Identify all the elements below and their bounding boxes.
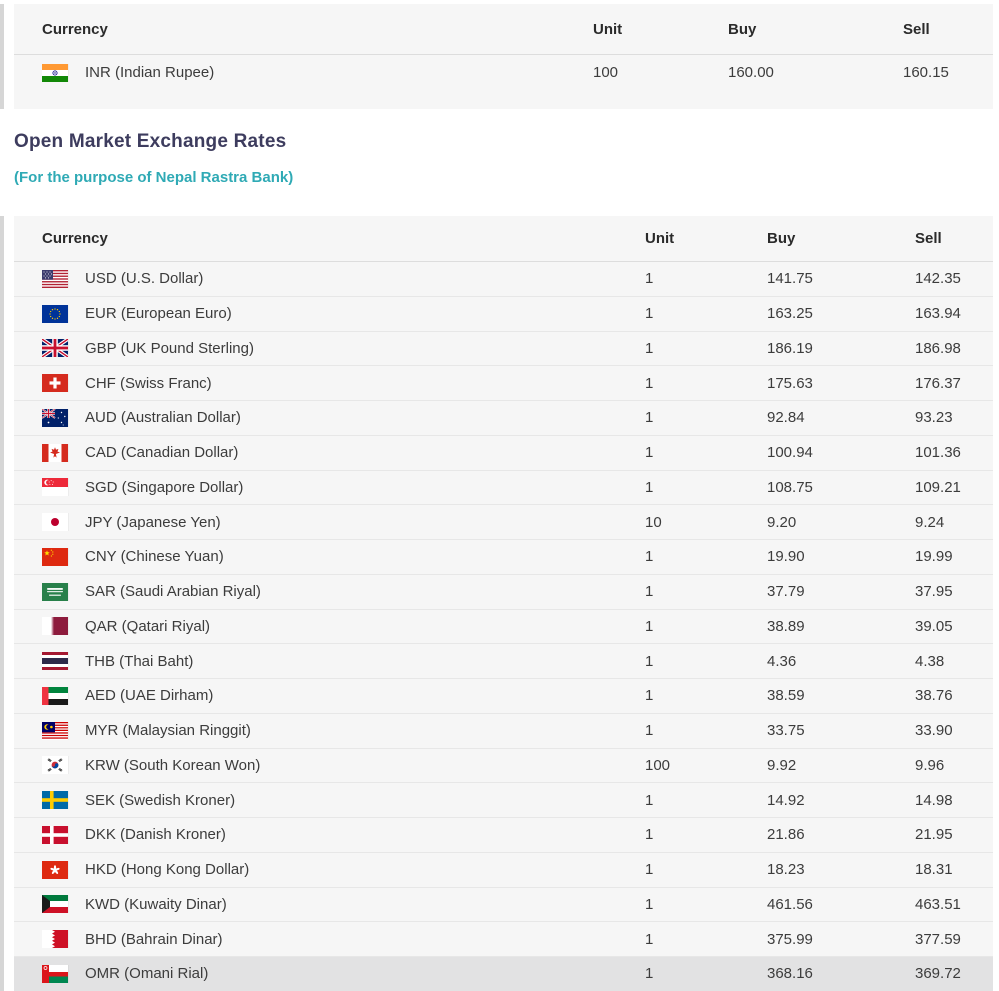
currency-label: JPY (Japanese Yen): [85, 513, 221, 531]
currency-label: QAR (Qatari Riyal): [85, 617, 211, 635]
currency-cell: [42, 687, 645, 705]
unit-value: 1: [645, 617, 654, 635]
column-header-unit: Unit: [645, 230, 675, 247]
currency-label: KWD (Kuwaity Dinar): [85, 895, 227, 913]
sell-value: 163.94: [915, 305, 961, 323]
buy-value: 21.86: [767, 826, 805, 844]
sg-flag-icon: [42, 478, 68, 496]
unit-value: 1: [645, 687, 654, 705]
currency-cell: [42, 513, 645, 531]
kr-flag-icon: [42, 756, 68, 774]
buy-value: 163.25: [767, 305, 813, 323]
table-row[interactable]: [14, 888, 993, 923]
currency-label: HKD (Hong Kong Dollar): [85, 861, 250, 879]
sell-value: 101.36: [915, 444, 961, 462]
column-header-buy: Buy: [728, 20, 757, 38]
table-row[interactable]: [14, 714, 993, 749]
table-row[interactable]: [14, 818, 993, 853]
currency-cell: [42, 965, 645, 983]
unit-value: 1: [645, 652, 654, 670]
table-row[interactable]: [14, 575, 993, 610]
currency-label: THB (Thai Baht): [85, 652, 194, 670]
currency-label: EUR (European Euro): [85, 305, 232, 323]
unit-value: 10: [645, 513, 662, 531]
unit-value: 100: [645, 756, 671, 774]
unit-value: 1: [645, 374, 654, 392]
table-row[interactable]: [14, 749, 993, 784]
currency-cell: [42, 374, 645, 392]
dk-flag-icon: [42, 826, 68, 844]
currency-cell: [42, 339, 645, 357]
table-header-row: [14, 216, 993, 262]
sell-value: 21.95: [915, 826, 953, 844]
currency-label: CNY (Chinese Yuan): [85, 548, 224, 566]
page-title: Open Market Exchange Rates: [14, 131, 287, 152]
column-header-unit: Unit: [593, 20, 623, 38]
buy-value: 375.99: [767, 930, 813, 948]
table-row[interactable]: [14, 332, 993, 367]
currency-label: AUD (Australian Dollar): [85, 409, 241, 427]
se-flag-icon: [42, 791, 68, 809]
currency-cell: [42, 548, 645, 566]
currency-label: SEK (Swedish Kroner): [85, 791, 236, 809]
table-row[interactable]: [14, 262, 993, 297]
currency-cell: [42, 826, 645, 844]
eu-flag-icon: [42, 305, 68, 323]
table-row[interactable]: [14, 922, 993, 957]
unit-value: 1: [645, 583, 654, 601]
in-flag-icon: [42, 64, 68, 82]
currency-cell: [42, 583, 645, 601]
buy-value: 461.56: [767, 895, 813, 913]
currency-label: USD (U.S. Dollar): [85, 270, 204, 288]
buy-value: 38.89: [767, 617, 805, 635]
sell-value: 93.23: [915, 409, 953, 427]
table-row[interactable]: [14, 297, 993, 332]
currency-cell: [42, 652, 645, 670]
currency-label: SGD (Singapore Dollar): [85, 478, 244, 496]
currency-cell: [42, 930, 645, 948]
sell-value: 176.37: [915, 374, 961, 392]
sell-value: 38.76: [915, 687, 953, 705]
sell-value: 186.98: [915, 339, 961, 357]
cn-flag-icon: [42, 548, 68, 566]
currency-label: GBP (UK Pound Sterling): [85, 339, 254, 357]
column-header-sell: Sell: [903, 20, 930, 38]
jp-flag-icon: [42, 513, 68, 531]
unit-value: 1: [645, 478, 654, 496]
buy-value: 9.20: [767, 513, 797, 531]
sell-value: 19.99: [915, 548, 953, 566]
buy-value: 186.19: [767, 339, 813, 357]
currency-cell: [42, 444, 645, 462]
table-header-row: [14, 4, 993, 55]
open-market-rate-table: [14, 216, 993, 991]
buy-value: 19.90: [767, 548, 805, 566]
table-row[interactable]: [14, 471, 993, 506]
au-flag-icon: [42, 409, 68, 427]
currency-label: AED (UAE Dirham): [85, 687, 214, 705]
column-header-buy: Buy: [767, 230, 796, 247]
table-row[interactable]: [14, 401, 993, 436]
sell-value: 9.24: [915, 513, 945, 531]
currency-label: SAR (Saudi Arabian Riyal): [85, 583, 261, 601]
buy-value: 141.75: [767, 270, 813, 288]
sell-value: 463.51: [915, 895, 961, 913]
sell-value: 18.31: [915, 861, 953, 879]
table-row[interactable]: [14, 853, 993, 888]
unit-value: 100: [593, 64, 619, 81]
unit-value: 1: [645, 444, 654, 462]
currency-cell: [42, 861, 645, 879]
left-edge-strip: [0, 216, 4, 991]
currency-cell: [42, 791, 645, 809]
buy-value: 4.36: [767, 652, 797, 670]
buy-value: 37.79: [767, 583, 805, 601]
inr-rate-table: [14, 4, 993, 109]
currency-cell: [42, 722, 645, 740]
left-edge-strip: [0, 4, 4, 109]
buy-value: 92.84: [767, 409, 805, 427]
kw-flag-icon: [42, 895, 68, 913]
currency-cell: [42, 270, 645, 288]
unit-value: 1: [645, 339, 654, 357]
unit-value: 1: [645, 791, 654, 809]
qa-flag-icon: [42, 617, 68, 635]
currency-label: KRW (South Korean Won): [85, 756, 261, 774]
buy-value: 108.75: [767, 478, 813, 496]
currency-cell: [42, 478, 645, 496]
ca-flag-icon: [42, 444, 68, 462]
us-flag-icon: [42, 270, 68, 288]
unit-value: 1: [645, 409, 654, 427]
page-subtitle: (For the purpose of Nepal Rastra Bank): [14, 169, 294, 186]
sell-value: 377.59: [915, 930, 961, 948]
sell-value: 160.15: [903, 64, 949, 81]
unit-value: 1: [645, 826, 654, 844]
table-row[interactable]: [14, 644, 993, 679]
currency-cell: [42, 895, 645, 913]
currency-label: DKK (Danish Kroner): [85, 826, 226, 844]
th-flag-icon: [42, 652, 68, 670]
table-row[interactable]: [14, 957, 993, 991]
om-flag-icon: [42, 965, 68, 983]
unit-value: 1: [645, 930, 654, 948]
currency-label: INR (Indian Rupee): [85, 64, 215, 81]
sell-value: 9.96: [915, 756, 945, 774]
currency-cell: [42, 305, 645, 323]
table-row[interactable]: [14, 505, 993, 540]
unit-value: 1: [645, 861, 654, 879]
table-row[interactable]: [14, 436, 993, 471]
sell-value: 369.72: [915, 965, 961, 983]
buy-value: 368.16: [767, 965, 813, 983]
sell-value: 33.90: [915, 722, 953, 740]
ae-flag-icon: [42, 687, 68, 705]
unit-value: 1: [645, 965, 654, 983]
column-header-currency: Currency: [42, 230, 108, 247]
buy-value: 9.92: [767, 756, 797, 774]
table-row[interactable]: [14, 540, 993, 575]
hk-flag-icon: [42, 861, 68, 879]
buy-value: 175.63: [767, 374, 813, 392]
buy-value: 33.75: [767, 722, 805, 740]
buy-value: 18.23: [767, 861, 805, 879]
sell-value: 39.05: [915, 617, 953, 635]
unit-value: 1: [645, 548, 654, 566]
my-flag-icon: [42, 722, 68, 740]
currency-cell: [42, 64, 593, 82]
sell-value: 37.95: [915, 583, 953, 601]
currency-label: BHD (Bahrain Dinar): [85, 930, 223, 948]
unit-value: 1: [645, 270, 654, 288]
column-header-sell: Sell: [915, 230, 942, 247]
sell-value: 109.21: [915, 478, 961, 496]
table-row[interactable]: [14, 679, 993, 714]
table-row[interactable]: [14, 610, 993, 645]
sell-value: 142.35: [915, 270, 961, 288]
table-row[interactable]: [14, 366, 993, 401]
buy-value: 160.00: [728, 64, 774, 81]
sell-value: 4.38: [915, 652, 945, 670]
buy-value: 14.92: [767, 791, 805, 809]
bh-flag-icon: [42, 930, 68, 948]
currency-label: CHF (Swiss Franc): [85, 374, 212, 392]
buy-value: 38.59: [767, 687, 805, 705]
table-row[interactable]: [14, 783, 993, 818]
currency-label: MYR (Malaysian Ringgit): [85, 722, 251, 740]
unit-value: 1: [645, 895, 654, 913]
buy-value: 100.94: [767, 444, 813, 462]
gb-flag-icon: [42, 339, 68, 357]
currency-cell: [42, 756, 645, 774]
currency-label: OMR (Omani Rial): [85, 965, 209, 983]
currency-label: CAD (Canadian Dollar): [85, 444, 239, 462]
unit-value: 1: [645, 305, 654, 323]
currency-cell: [42, 409, 645, 427]
sell-value: 14.98: [915, 791, 953, 809]
unit-value: 1: [645, 722, 654, 740]
table-row[interactable]: [14, 55, 993, 90]
currency-cell: [42, 617, 645, 635]
ch-flag-icon: [42, 374, 68, 392]
column-header-currency: Currency: [42, 20, 108, 38]
sa-flag-icon: [42, 583, 68, 601]
